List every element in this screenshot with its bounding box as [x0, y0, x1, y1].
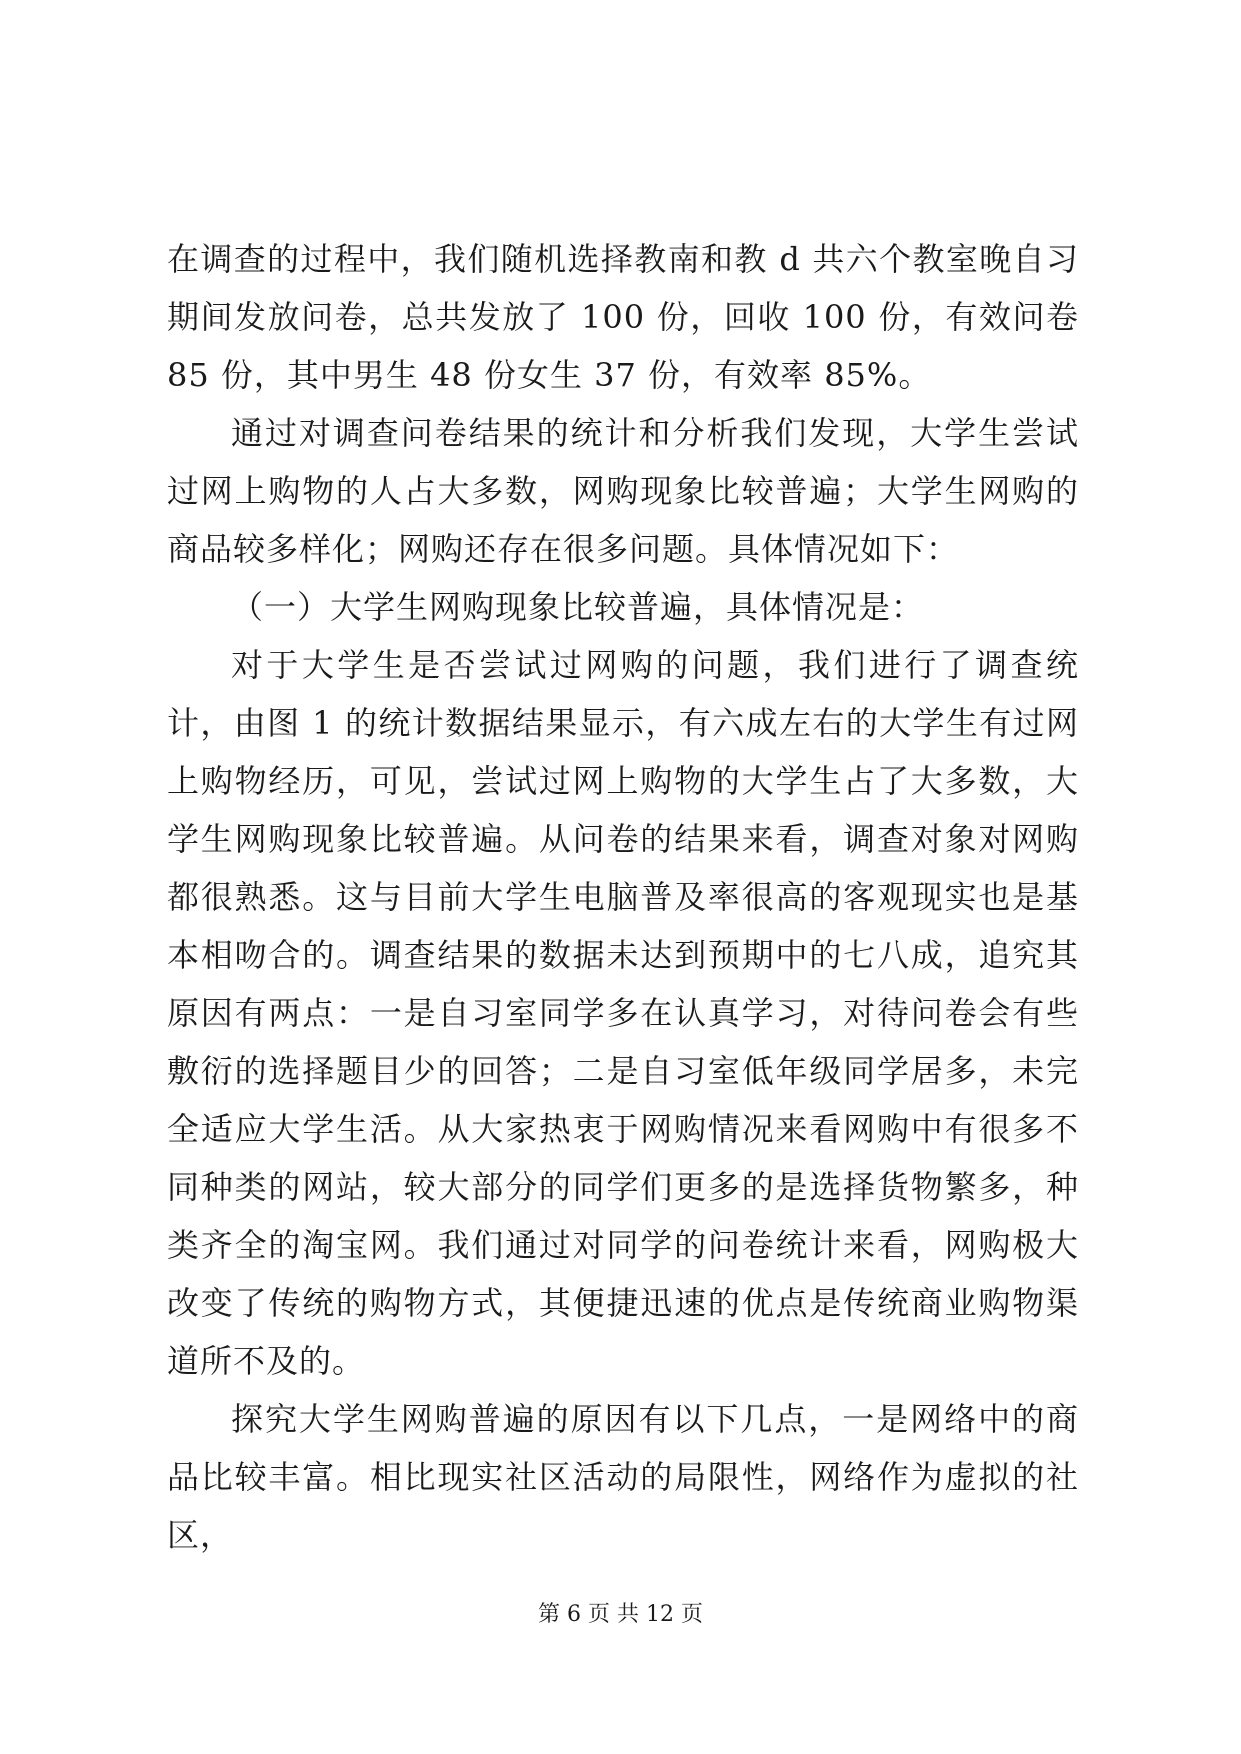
- paragraph-findings-summary: 通过对调查问卷结果的统计和分析我们发现，大学生尝试过网上购物的人占大多数，网购现象比较普遍；大学生网购的商品较多样化；网购还存在很多问题。具体情况如下：: [167, 414, 1079, 568]
- paragraph-survey-method: 在调查的过程中，我们随机选择教南和教 d 共六个教室晚自习期间发放问卷，总共发放了 100 份，回收 100 份，有效问卷 85 份，其中男生 48 份女生 37 份，有效率 85%。: [167, 240, 1079, 394]
- page-footer: 第 6 页 共 12 页: [538, 1602, 703, 1627]
- paragraph-online-shopping-common: 对于大学生是否尝试过网购的问题，我们进行了调查统计，由图 1 的统计数据结果显示，有六成左右的大学生有过网上购物经历，可见，尝试过网上购物的大学生占了大多数，大学生网购现象比较普遍。从问卷的结果来看，调查对象对网购都很熟悉。这与目前大学生电脑普及率很高的客观现实也是基本相吻合的。调查结果的数据未达到预期中的七八成，追究其原因有两点：一是自习室同学多在认真学习，对待问卷会有些敷衍的选择题目少的回答；二是自习室低年级同学居多，未完全适应大学生活。从大家热衷于网购情况来看网购中有很多不同种类的网站，较大部分的同学们更多的是选择货物繁多，种类齐全的淘宝网。我们通过对同学的问卷统计来看，网购极大改变了传统的购物方式，其便捷迅速的优点是传统商业购物渠道所不及的。: [167, 646, 1079, 1380]
- document-body: [167, 230, 1079, 1564]
- paragraph-reasons: 探究大学生网购普遍的原因有以下几点，一是网络中的商品比较丰富。相比现实社区活动的局限性，网络作为虚拟的社区，: [167, 1400, 1079, 1554]
- section-heading-1: （一）大学生网购现象比较普遍，具体情况是：: [231, 588, 925, 626]
